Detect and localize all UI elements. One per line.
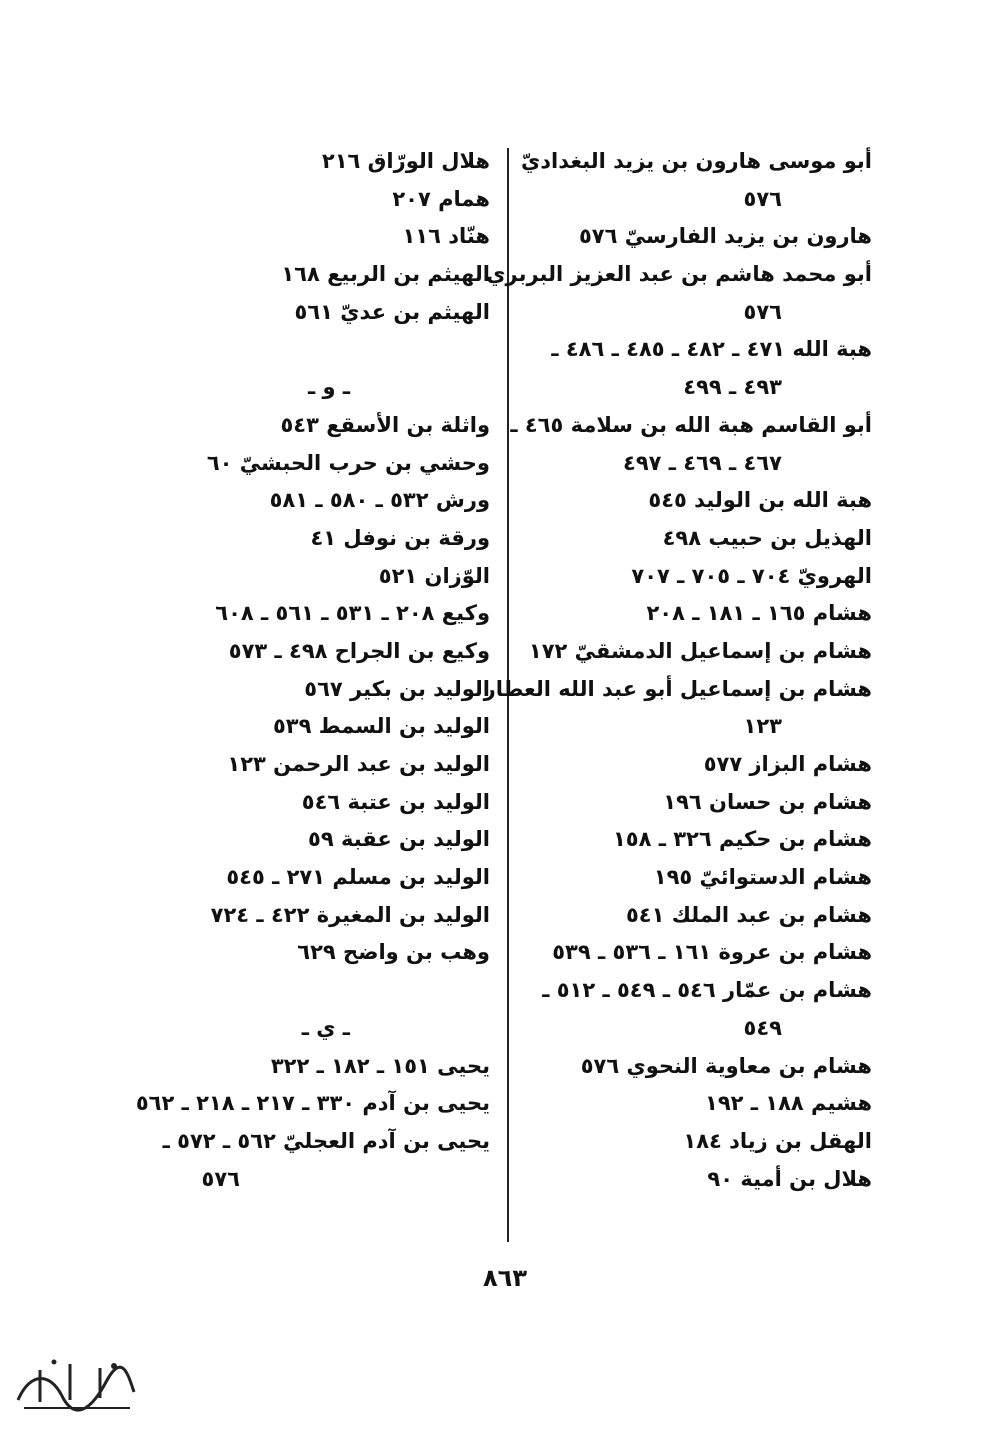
right-column-entry: ٤٦٧ ـ ٤٦٩ ـ ٤٩٧	[623, 450, 782, 475]
right-column-entry: هشام بن عمّار ٥٤٦ ـ ٥٤٩ ـ ٥١٢ ـ	[542, 978, 872, 1003]
left-column-entry: ورش ٥٣٢ ـ ٥٨٠ ـ ٥٨١	[269, 488, 490, 513]
right-column-entry: هشام بن معاوية النحوي ٥٧٦	[580, 1053, 872, 1078]
left-column-entry: الهيثم بن الربيع ١٦٨	[281, 262, 490, 287]
right-column-entry: أبو موسى هارون بن يزيد البغداديّ	[521, 149, 872, 173]
left-column-entry: يحيى ١٥١ ـ ١٨٢ ـ ٣٢٢	[270, 1053, 490, 1078]
left-column-entry: الوليد بن المغيرة ٤٢٢ ـ ٧٢٤	[210, 902, 490, 927]
section-gap	[150, 972, 490, 1010]
left-column-entry: واثلة بن الأسقع ٥٤٣	[280, 412, 490, 437]
left-column-entry: الوليد بن عتبة ٥٤٦	[301, 789, 490, 814]
right-column-entry: أبو القاسم هبة الله بن سلامة ٤٦٥ ـ	[510, 412, 872, 437]
left-column-entry: الهيثم بن عديّ ٥٦١	[294, 299, 490, 324]
right-column-entry: هبة الله بن الوليد ٥٤٥	[648, 488, 872, 513]
right-column-entry: هارون بن يزيد الفارسيّ ٥٧٦	[578, 224, 872, 249]
right-column-entry: هشام ١٦٥ ـ ١٨١ ـ ٢٠٨	[646, 601, 872, 626]
left-column-entry: وحشي بن حرب الحبشيّ ٦٠	[206, 450, 490, 475]
right-column-entry: الهقل بن زياد ١٨٤	[683, 1128, 872, 1153]
left-column-entry: الوليد بن عقبة ٥٩	[308, 827, 490, 852]
left-column-entry: الوليد بن السمط ٥٣٩	[272, 714, 490, 739]
right-column-entry: هبة الله ٤٧١ ـ ٤٨٢ ـ ٤٨٥ ـ ٤٨٦ ـ	[551, 337, 872, 362]
page-number: ٨٦٣	[483, 1264, 527, 1292]
left-column-entry: همام ٢٠٧	[392, 186, 490, 211]
left-column-entry: وكيع بن الجراح ٤٩٨ ـ ٥٧٣	[228, 638, 490, 663]
right-column-entry: هشام بن عبد الملك ٥٤١	[625, 902, 872, 927]
left-column-entry: يحيى بن آدم العجليّ ٥٦٢ ـ ٥٧٢ ـ	[162, 1128, 490, 1153]
right-column-entry: ١٢٣	[743, 714, 782, 739]
left-column-entry: الوليد بن بكير ٥٦٧	[304, 676, 490, 701]
right-column-entry: ٤٩٣ ـ ٤٩٩	[683, 375, 782, 400]
right-column-entry: ٥٧٦	[743, 186, 782, 211]
left-column-entry: هنّاد ١١٦	[402, 224, 490, 249]
left-column-entry: الوليد بن عبد الرحمن ١٢٣	[227, 752, 490, 776]
left-column-entry: الوليد بن مسلم ٢٧١ ـ ٥٤٥	[226, 865, 490, 890]
right-column-entry: هشام بن إسماعيل أبو عبد الله العطار	[483, 676, 872, 701]
left-column-entry: وكيع ٢٠٨ ـ ٥٣١ ـ ٥٦١ ـ ٦٠٨	[215, 601, 490, 626]
section-heading: ـ ي ـ	[301, 1015, 350, 1040]
right-column-entry: هشام بن حسان ١٩٦	[663, 789, 872, 814]
left-column-entry: ٥٧٦	[201, 1166, 240, 1191]
right-column-entry: هشام الدستوائيّ ١٩٥	[653, 865, 872, 890]
section-heading: ـ و ـ	[307, 375, 350, 400]
index-column-left	[135, 143, 490, 1198]
left-column-entry: يحيى بن آدم ٣٣٠ ـ ٢١٧ ـ ٢١٨ ـ ٥٦٢	[135, 1091, 490, 1116]
right-column-entry: ٥٧٦	[743, 299, 782, 324]
right-column-entry: الهذيل بن حبيب ٤٩٨	[662, 525, 872, 550]
right-column-entry: هشام بن حكيم ٣٢٦ ـ ١٥٨	[612, 827, 872, 852]
section-gap	[150, 331, 490, 369]
right-column-entry: هشام بن إسماعيل الدمشقيّ ١٧٢	[528, 638, 872, 663]
right-column-entry: هشام بن عروة ١٦١ ـ ٥٣٦ ـ ٥٣٩	[552, 940, 872, 965]
right-column-entry: هلال بن أمية ٩٠	[707, 1166, 872, 1191]
right-column-entry: هشام البزاز ٥٧٧	[703, 752, 872, 776]
right-column-entry: الهرويّ ٧٠٤ ـ ٧٠٥ ـ ٧٠٧	[631, 563, 872, 588]
right-column-entry: هشيم ١٨٨ ـ ١٩٢	[705, 1091, 872, 1116]
right-column-entry: ٥٤٩	[743, 1015, 782, 1040]
left-column-entry: هلال الورّاق ٢١٦	[321, 149, 490, 173]
left-column-entry: ورقة بن نوفل ٤١	[310, 525, 490, 550]
index-column-right	[483, 143, 872, 1198]
left-column-entry: الوّزان ٥٢١	[378, 563, 490, 588]
right-column-entry: أبو محمد هاشم بن عبد العزيز البربري	[486, 262, 872, 287]
left-column-entry: وهب بن واضح ٦٢٩	[297, 940, 490, 965]
